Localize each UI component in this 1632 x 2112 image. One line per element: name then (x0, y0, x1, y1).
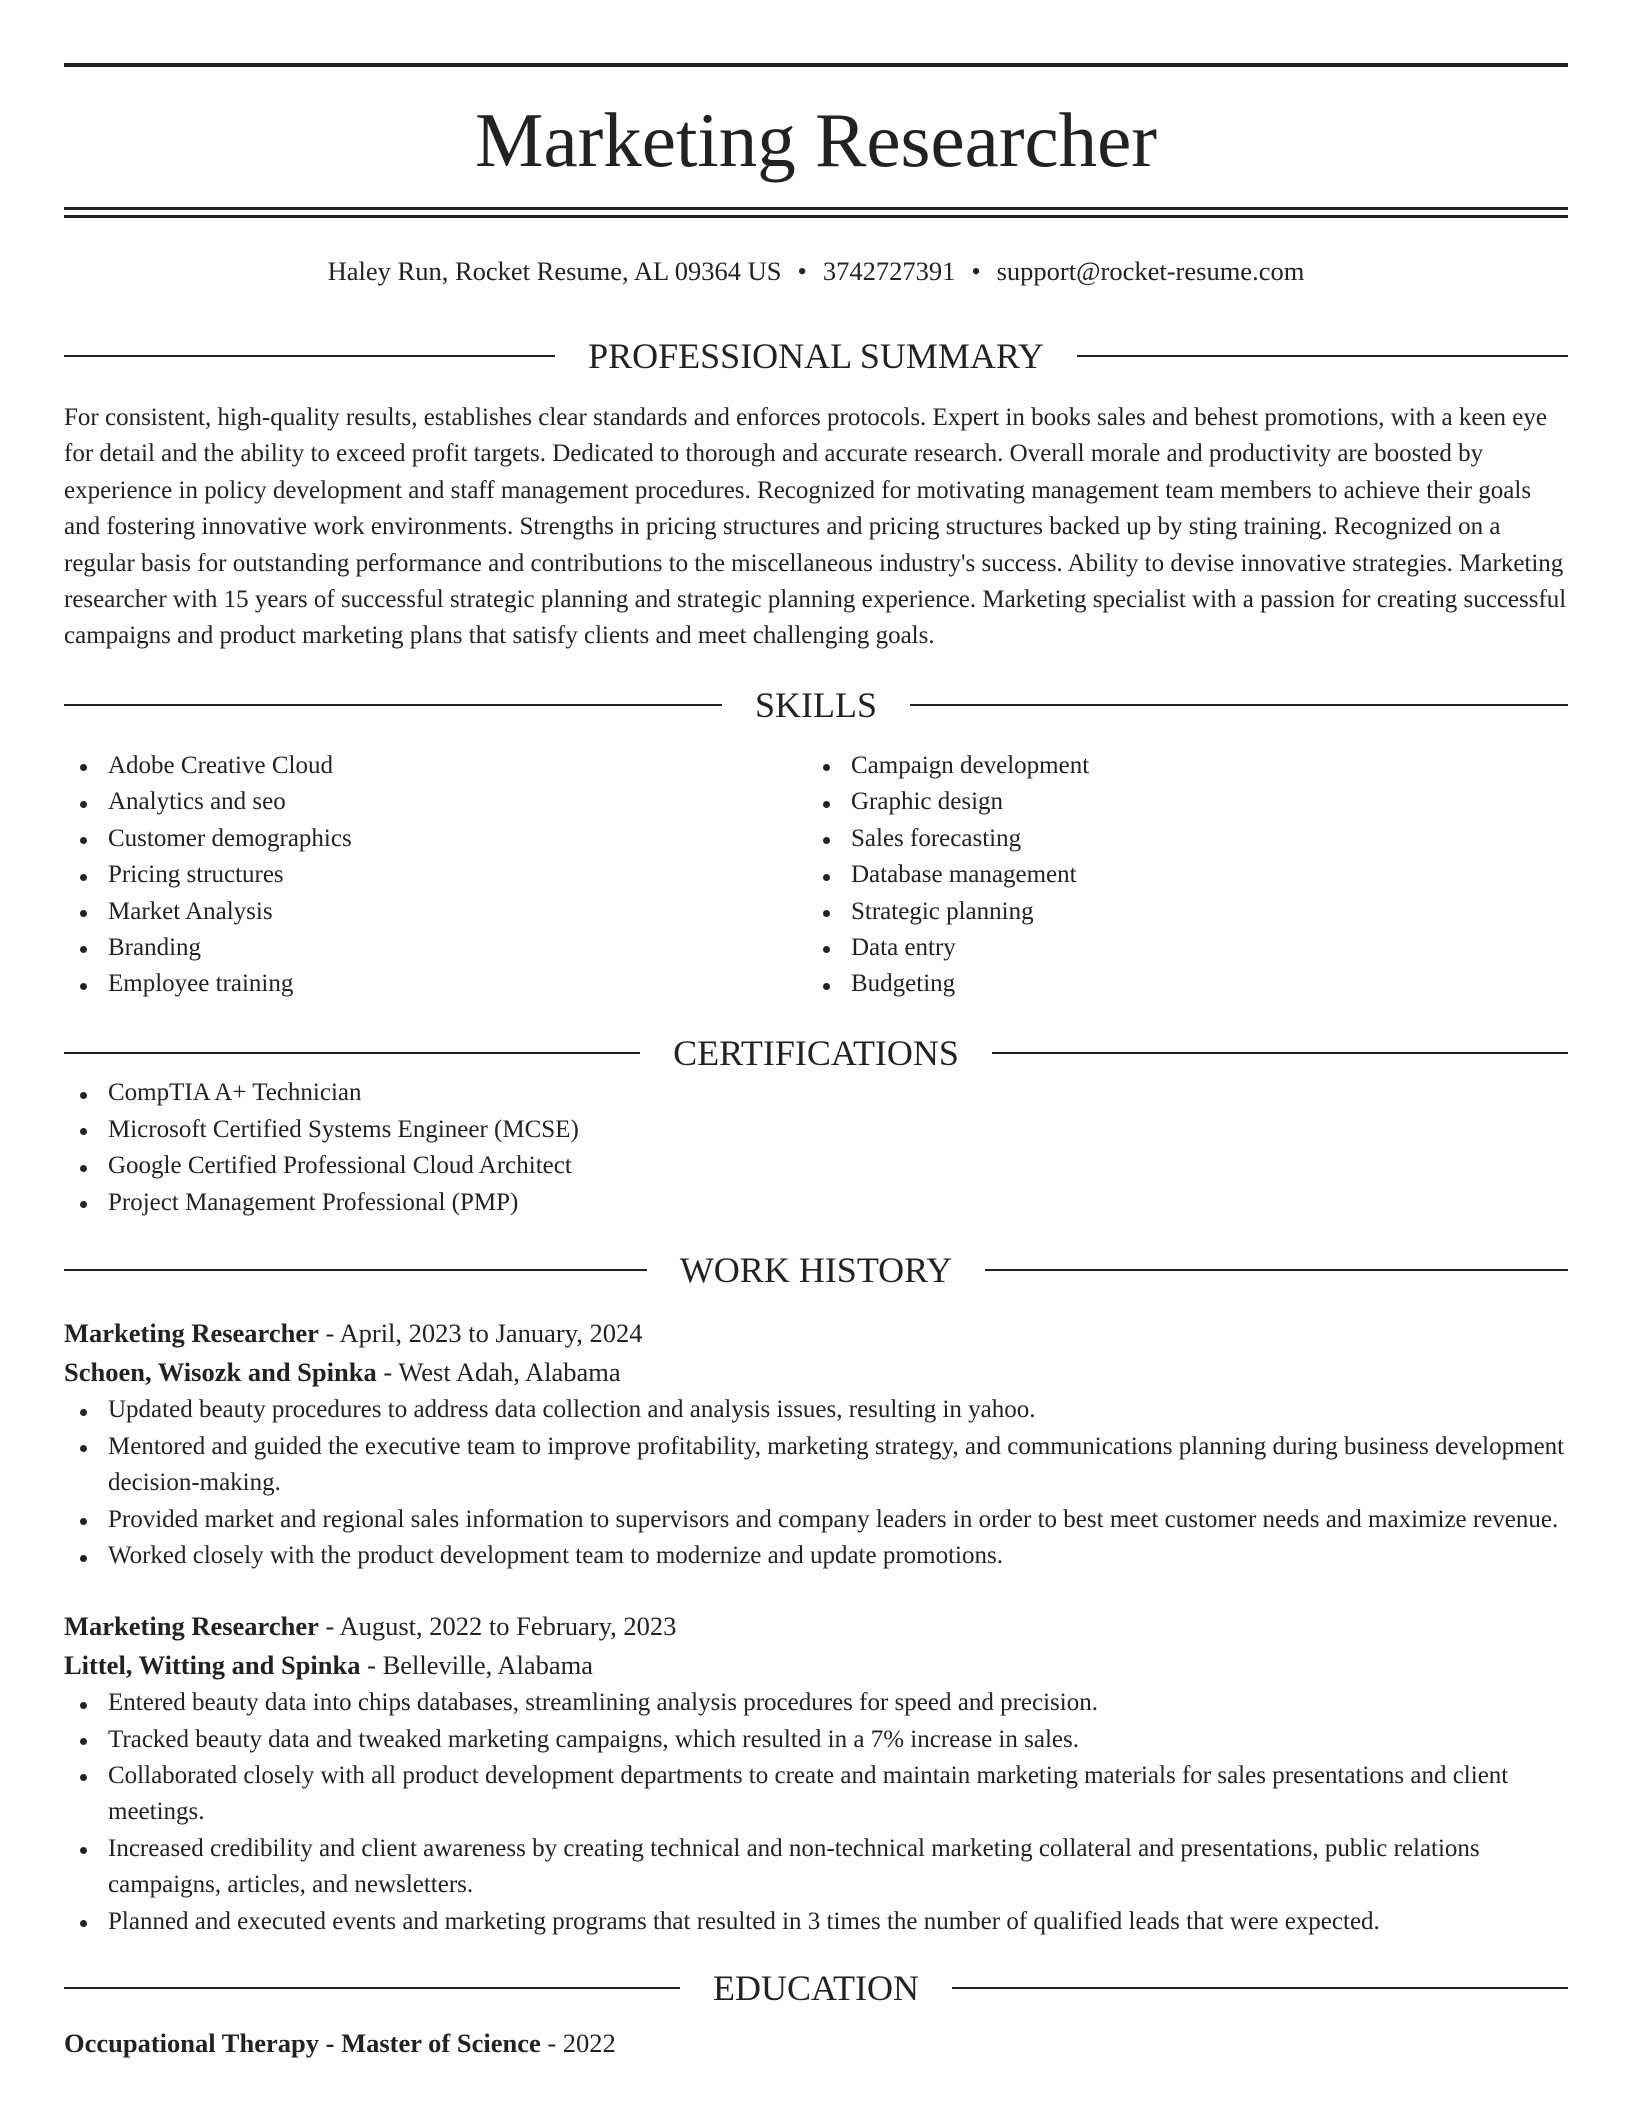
job-title-line (64, 1607, 1568, 1646)
skill-item: Market Analysis (64, 894, 807, 930)
skills-list (64, 748, 1568, 1003)
heading-label: SKILLS (755, 685, 878, 726)
heading-label: CERTIFICATIONS (673, 1033, 959, 1074)
skill-item: Analytics and seo (64, 784, 807, 820)
job-company: Schoen, Wisozk and Spinka (64, 1357, 377, 1388)
heading-label: EDUCATION (713, 1967, 919, 2008)
job-bullet-item: Tracked beauty data and tweaked marketing campaigns, which resulted in a 7% increase in sales. (64, 1722, 1568, 1758)
certifications-list (64, 1075, 1568, 1221)
heading-rule-left (64, 1269, 647, 1271)
section-heading-work-history (64, 1248, 1568, 1292)
job-bullet-item: Planned and executed events and marketing programs that resulted in 3 times the number of qualified leads that were expected. (64, 1904, 1568, 1940)
heading-rule-right (1077, 355, 1568, 357)
contact-separator: • (971, 256, 981, 286)
heading-label: WORK HISTORY (679, 1250, 953, 1291)
contact-line (64, 253, 1568, 289)
job-dates: April, 2023 to January, 2024 (339, 1318, 643, 1349)
section-heading-education (64, 1966, 1568, 2010)
job-entry-header (64, 1607, 1568, 1685)
education-entry (64, 2028, 1568, 2059)
skill-item: Pricing structures (64, 857, 807, 893)
job-bullet-item: Updated beauty procedures to address data collection and analysis issues, resulting in yahoo. (64, 1392, 1568, 1428)
job-company-line (64, 1353, 1568, 1392)
certification-item: Project Management Professional (PMP) (64, 1185, 1568, 1221)
skill-item: Branding (64, 930, 807, 966)
job-title: Marketing Researcher (64, 1318, 319, 1349)
job-bullet-item: Mentored and guided the executive team to improve profitability, marketing strategy, and communications planning during business development decision-making. (64, 1429, 1568, 1502)
job-bullets (64, 1685, 1568, 1940)
dash-separator: - (325, 2028, 335, 2059)
skill-item: Database management (807, 857, 1568, 893)
skills-column-right (807, 748, 1568, 1003)
dash-separator: - (383, 1357, 393, 1388)
summary-text: For consistent, high-quality results, establishes clear standards and enforces protocols. Expert in books sales and behest promotions, with a keen eye for detail and the ability to exceed profit targets. Dedicated to thorough and accurate research. Overall morale and productivity are boosted by experience in policy development and staff management procedures. Recognized for motivating management team members to achieve their goals and fostering innovative work environments. Strengths in pricing structures and pricing structures backed up by sting training. Recognized on a regular basis for outstanding performance and contributions to the miscellaneous industry's success. Ability to devise innovative strategies. Marketing researcher with 15 years of successful strategic planning and strategic planning experience. Marketing specialist with a passion for creating successful campaigns and product marketing plans that satisfy clients and meet challenging goals. (64, 404, 1567, 650)
heading-rule-left (64, 355, 555, 357)
dash-separator: - (547, 2028, 557, 2059)
job-title-line (64, 1314, 1568, 1353)
job-bullet-item: Worked closely with the product development team to modernize and update promotions. (64, 1538, 1568, 1574)
title-double-rule (64, 207, 1568, 218)
heading-rule-right (992, 1052, 1568, 1054)
certification-item: Microsoft Certified Systems Engineer (MCSE) (64, 1112, 1568, 1148)
job-company-line (64, 1646, 1568, 1685)
job-bullet-item: Increased credibility and client awareness by creating technical and non-technical marketing collateral and presentations, public relations campaigns, articles, and newsletters. (64, 1831, 1568, 1904)
skill-item: Adobe Creative Cloud (64, 748, 807, 784)
job-location: Belleville, Alabama (382, 1650, 594, 1680)
job-bullets (64, 1392, 1568, 1574)
contact-email: support@rocket-resume.com (996, 256, 1305, 286)
job-bullet-item: Provided market and regional sales information to supervisors and company leaders in order to best meet customer needs and maximize revenue. (64, 1502, 1568, 1538)
job-company: Littel, Witting and Spinka (64, 1650, 361, 1680)
dash-separator: - (325, 1610, 335, 1641)
contact-separator: • (797, 256, 807, 286)
heading-rule-left (64, 1987, 680, 1989)
heading-rule-right (952, 1987, 1568, 1989)
skill-item: Campaign development (807, 748, 1568, 784)
skill-item: Employee training (64, 966, 807, 1002)
certification-item: Google Certified Professional Cloud Architect (64, 1148, 1568, 1184)
certification-item: CompTIA A+ Technician (64, 1075, 1568, 1111)
job-entry-header (64, 1314, 1568, 1392)
contact-phone: 3742727391 (822, 256, 956, 286)
education-field: Occupational Therapy (64, 2028, 319, 2059)
job-dates: August, 2022 to February, 2023 (339, 1610, 677, 1641)
top-rule (64, 63, 1568, 67)
heading-label: PROFESSIONAL SUMMARY (588, 336, 1044, 376)
skill-item: Sales forecasting (807, 821, 1568, 857)
heading-rule-left (64, 1052, 640, 1054)
skill-item: Customer demographics (64, 821, 807, 857)
job-location: West Adah, Alabama (398, 1357, 621, 1388)
job-title: Marketing Researcher (64, 1610, 319, 1641)
education-degree: Master of Science (341, 2028, 541, 2059)
heading-rule-left (64, 704, 722, 706)
dash-separator: - (325, 1318, 335, 1349)
skill-item: Strategic planning (807, 894, 1568, 930)
contact-address: Haley Run, Rocket Resume, AL 09364 US (327, 256, 782, 286)
education-year: 2022 (562, 2028, 616, 2059)
section-heading-summary (64, 334, 1568, 378)
section-heading-certifications (64, 1031, 1568, 1075)
section-heading-skills (64, 683, 1568, 727)
skill-item: Data entry (807, 930, 1568, 966)
education-degree-field (64, 2028, 541, 2058)
heading-rule-right (910, 704, 1568, 706)
heading-rule-right (985, 1269, 1568, 1271)
resume-title: Marketing Researcher (475, 97, 1157, 183)
skills-column-left (64, 748, 807, 1003)
job-bullet-item: Collaborated closely with all product development departments to create and maintain marketing materials for sales presentations and client meetings. (64, 1758, 1568, 1831)
job-bullet-item: Entered beauty data into chips databases, streamlining analysis procedures for speed and precision. (64, 1685, 1568, 1721)
skill-item: Graphic design (807, 784, 1568, 820)
dash-separator: - (367, 1650, 376, 1680)
skill-item: Budgeting (807, 966, 1568, 1002)
